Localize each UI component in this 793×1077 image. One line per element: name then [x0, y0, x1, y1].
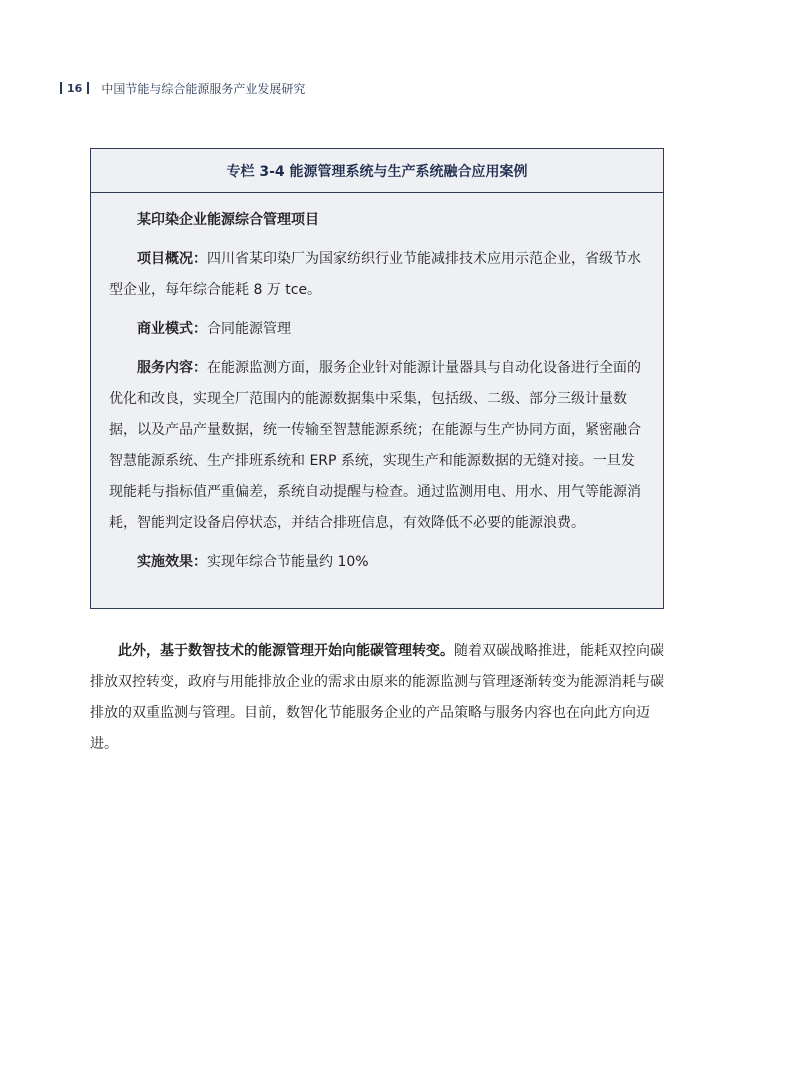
body-lead-bold: 此外，基于数智技术的能源管理开始向能碳管理转变。	[118, 643, 454, 659]
main-text	[90, 636, 665, 760]
box-title: 专栏 3-4 能源管理系统与生产系统融合应用案例	[91, 149, 663, 193]
running-header	[60, 80, 305, 96]
effect-paragraph	[109, 547, 645, 578]
model-text: 合同能源管理	[207, 321, 291, 337]
case-study-box	[90, 148, 664, 609]
overview-label: 项目概况：	[137, 251, 207, 267]
model-paragraph	[109, 314, 645, 345]
service-text: 在能源监测方面，服务企业针对能源计量器具与自动化设备进行全面的优化和改良，实现全厂范围内的能源数据集中采集，包括级、二级、部分三级计量数据，以及产品产量数据，统一传输至智慧能源系统；在能源与生产协同方面，紧密融合智慧能源系统、生产排班系统和 ERP 系统，实现生产和能源数据的无缝对接。一旦发现能耗与指标值严重偏差，系统自动提醒与检查。通过监测用电、用水、用气等能源消耗，智能判定设备启停状态，并结合排班信息，有效降低不必要的能源浪费。	[109, 360, 641, 531]
overview-text: 四川省某印染厂为国家纺织行业节能减排技术应用示范企业，省级节水型企业，每年综合能耗 8 万 tce。	[109, 251, 641, 298]
overview-paragraph	[109, 244, 645, 306]
body-paragraph	[90, 636, 665, 760]
effect-label: 实施效果：	[137, 554, 207, 570]
service-paragraph	[109, 353, 645, 539]
model-label: 商业模式：	[137, 321, 207, 337]
running-title: 中国节能与综合能源服务产业发展研究	[101, 81, 306, 96]
page-number: 16	[67, 81, 83, 95]
header-divider-left	[60, 82, 62, 94]
box-body	[91, 193, 663, 578]
project-name: 某印染企业能源综合管理项目	[137, 212, 319, 228]
effect-text: 实现年综合节能量约 10%	[207, 554, 369, 570]
body-rest: 随着双碳战略推进，能耗双控向碳排放双控转变，政府与用能排放企业的需求由原来的能源监测与管理逐渐转变为能源消耗与碳排放的双重监测与管理。目前，数智化节能服务企业的产品策略与服务内容也在向此方向迈进。	[90, 643, 664, 752]
header-divider-right	[87, 82, 89, 94]
service-label: 服务内容：	[137, 360, 207, 376]
